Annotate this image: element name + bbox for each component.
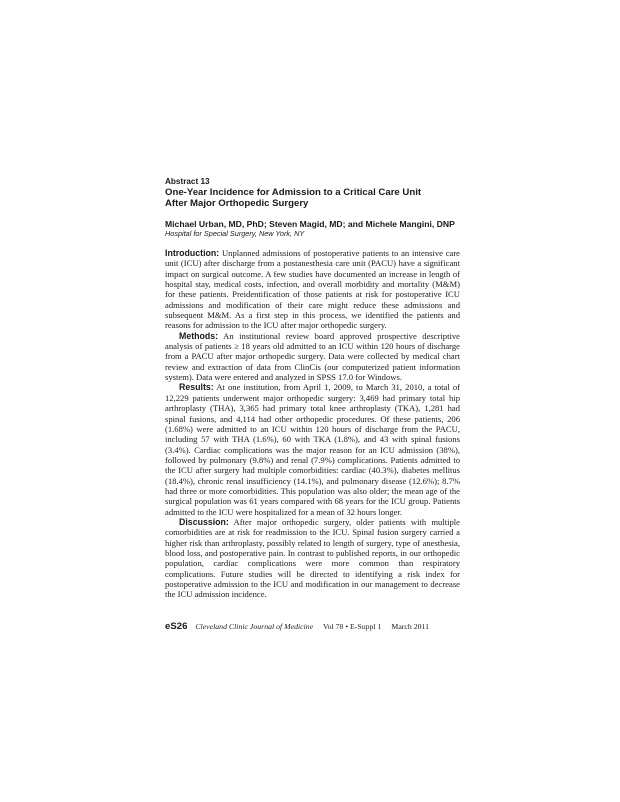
introduction-section [165,248,460,331]
results-text: At one institution, from April 1, 2009, to March 31, 2010, a total of 12,229 patients underwent major orthopedic surgery: 3,469 had primary total hip arthroplasty (THA), 3,365 had primary total knee arthroplasty (TKA), 1,281 had spinal fusions, and 4,114 had other orthopedic procedures. Of these patients, 206 (1.68%) were admitted to an ICU within 120 hours of discharge from the PACU, including 57 with THA (1.6%), 60 with TKA (1.8%), and 43 with spinal fusions (3.4%). Cardiac complications was the major reason for an ICU admission (38%), followed by pulmonary (9.8%) and renal (7.9%) complications. Patients admitted to the ICU after surgery had multiple comorbidities: cardiac (40.3%), diabetes mellitus (18.4%), chronic renal insufficiency (14.1%), and pulmonary disease (12.6%); 8.7% had three or more comorbidities. This population was also older; the mean age of the surgical population was 61 years compared with 68 years for the ICU group. Patients admitted to the ICU were hospitalized for a mean of 32 hours longer. [165,382,460,517]
introduction-text: Unplanned admissions of postoperative patients to an intensive care unit (ICU) after discharge from a postanesthesia care unit (PACU) have a significant impact on surgical outcome. A few studies have documented an increase in length of hospital stay, medical costs, infection, and overall morbidity and mortality (M&M) for these patients. Preidentification of those patients at risk for postoperative ICU admissions and modification of their care might reduce these admissions and subsequent M&M. As a first step in this process, we identified the patients and reasons for admission to the ICU after major orthopedic surgery. [165,248,460,331]
author-list: Michael Urban, MD, PhD; Steven Magid, MD; and Michele Mangini, DNP [165,219,455,229]
abstract-article [165,177,460,600]
abstract-number: Abstract 13 [165,177,210,186]
discussion-section [165,517,460,600]
discussion-heading: Discussion: [179,516,229,527]
title-line-2: After Major Orthopedic Surgery [165,198,309,209]
page-number: eS26 [165,621,188,632]
introduction-heading: Introduction: [165,248,220,258]
journal-name: Cleveland Clinic Journal of Medicine [195,622,314,631]
affiliation: Hospital for Special Surgery, New York, NY [165,229,305,238]
abstract-body [165,248,460,600]
page-footer [165,622,465,632]
issue-date: March 2011 [391,622,429,631]
results-heading: Results: [179,382,214,393]
methods-section [165,331,460,383]
discussion-text: After major orthopedic surgery, older patients with multiple comorbidities are at risk for readmission to the ICU. Spinal fusion surgery carried a higher risk than arthroplasty, possibly related to length of surgery, type of anesthesia, blood loss, and postoperative pain. In contrast to published reports, in our orthopedic population, cardiac complications were more common than respiratory complications. Future studies will be directed to identifying a risk index for postoperative admission to the ICU and modification in our management to decrease the ICU admission incidence. [165,516,460,600]
volume-info: Vol 78 • E-Suppl 1 [322,622,382,631]
methods-heading: Methods: [179,330,219,341]
abstract-title [165,187,460,209]
title-line-1: One-Year Incidence for Admission to a Critical Care Unit [165,187,422,198]
results-section [165,382,460,516]
methods-text: An institutional review board approved prospective descriptive analysis of patients ≥ 18 years old admitted to an ICU within 120 hours of discharge from a PACU after major orthopedic surgery. Data were collected by medical chart review and extraction of data from ClinCis (our computerized patient information system). Data were entered and analyzed in SPSS 17.0 for Windows. [165,330,460,383]
